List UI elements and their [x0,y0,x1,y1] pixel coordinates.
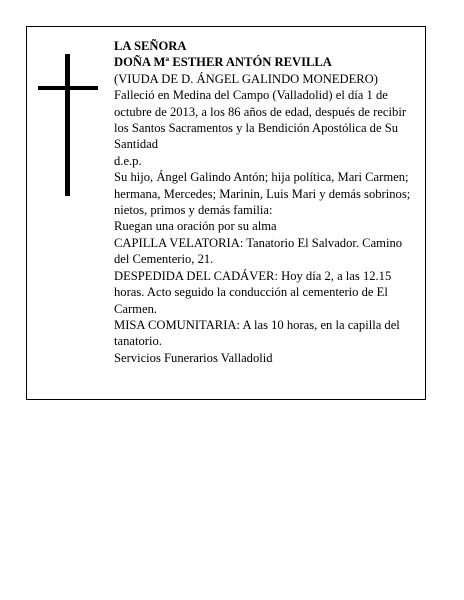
death-paragraph: Falleció en Medina del Campo (Valladolid) el día 1 de octubre de 2013, a los 86 años de edad, después de recibir los Santos Sacramentos y la Bendición Apostólica de Su Santidad [114,88,407,152]
chapel-paragraph: CAPILLA VELATORIA: Tanatorio El Salvador. Camino del Cementerio, 21. [114,235,403,267]
latin-cross-icon [38,54,98,196]
heading-title: LA SEÑORA [114,39,187,53]
farewell-paragraph: DESPEDIDA DEL CADÁVER: Hoy día 2, a las 12.15 horas. Acto seguido la conducción al cementerio de El Carmen. [114,268,392,316]
prayer-line: Ruegan una oración por su alma [114,219,277,234]
obituary-text [114,38,416,366]
widow-line: (VIUDA DE D. ÁNGEL GALINDO MONEDERO) [114,71,378,86]
mass-paragraph: MISA COMUNITARIA: A las 10 horas, en la capilla del tanatorio. [114,317,400,349]
family-paragraph: Su hijo, Ángel Galindo Antón; hija política, Mari Carmen; hermana, Mercedes; Marinin, Luis Mari y demás sobrinos; nietos, primos y demás familia: [114,170,411,218]
services-line: Servicios Funerarios Valladolid [114,350,273,365]
deceased-name: DOÑA Mª ESTHER ANTÓN REVILLA [114,55,332,70]
cross-vertical-bar [65,54,70,196]
dep-line: d.e.p. [114,153,142,168]
cross-horizontal-bar [38,86,98,90]
